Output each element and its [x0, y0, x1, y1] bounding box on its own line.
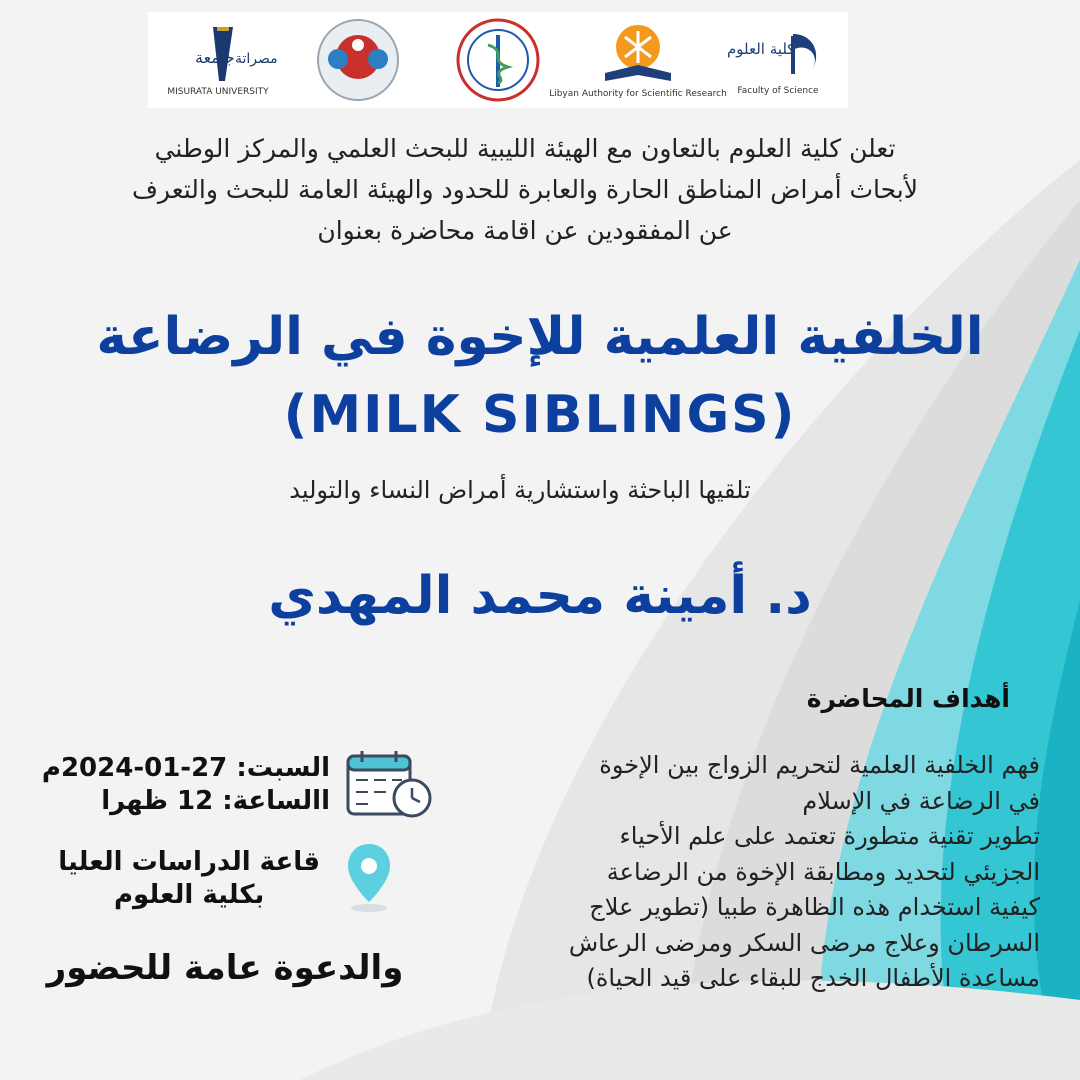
- goal-line: تطوير تقنية متطورة تعتمد على علم الأحياء: [619, 822, 1040, 850]
- goals-heading: أهداف المحاضرة: [806, 684, 1010, 713]
- location-pin-icon: [344, 840, 394, 916]
- logo-caption: Faculty of Science: [737, 86, 819, 96]
- misurata-university-logo: [163, 17, 278, 103]
- location-line: بكلية العلوم: [113, 880, 265, 910]
- event-location: [58, 846, 320, 912]
- tropical-diseases-center-logo: [443, 17, 553, 103]
- public-invitation: والدعوة عامة للحضور: [46, 948, 404, 988]
- intro-line: لأبحاث أمراض المناطق الحارة والعابرة للحدود والهيئة العامة للبحث والتعرف: [131, 175, 919, 204]
- goal-line: في الرضاعة في الإسلام: [802, 786, 1040, 815]
- lecture-title: [40, 298, 1040, 454]
- presenter-role: تلقيها الباحثة واستشارية أمراض النساء والتوليد: [289, 476, 751, 504]
- svg-text:كلية العلوم: كلية العلوم: [727, 40, 795, 58]
- intro-paragraph: [60, 128, 990, 251]
- logo-caption: Libyan Authority for Scientific Research: [549, 89, 727, 99]
- event-datetime: [42, 752, 330, 818]
- event-time: االساعة: 12 ظهرا: [101, 786, 330, 816]
- goal-line: الجزيئي لتحديد ومطابقة الإخوة من الرضاعة: [606, 857, 1040, 886]
- libyan-authority-logo: [549, 17, 727, 103]
- goal-line: السرطان وعلاج مرضى السكر ومرضى الرعاش: [568, 928, 1040, 957]
- event-date: السبت: 27-01-2024م: [41, 753, 330, 783]
- presenter-name: د. أمينة محمد المهدي: [268, 566, 812, 626]
- goal-line: كيفية استخدام هذه الظاهرة طبيا (تطوير علاج: [589, 893, 1040, 921]
- goals-list: [480, 748, 1040, 997]
- intro-line: تعلن كلية العلوم بالتعاون مع الهيئة الليبية للبحث العلمي والمركز الوطني: [154, 134, 896, 163]
- goal-line: مساعدة الأطفال الخدج للبقاء على قيد الحياة): [586, 964, 1040, 992]
- faculty-of-science-logo: [723, 17, 833, 103]
- lecture-title-english: (MILK SIBLINGS): [283, 385, 797, 445]
- logo-strip: [148, 12, 848, 108]
- intro-line: عن المفقودين عن اقامة محاضرة بعنوان: [317, 216, 733, 245]
- lecture-title-arabic: الخلفية العلمية للإخوة في الرضاعة: [96, 307, 984, 367]
- logo-caption: MISURATA UNIVERSITY: [167, 87, 269, 97]
- goal-line: فهم الخلفية العلمية لتحريم الزواج بين الإخوة: [599, 751, 1040, 779]
- svg-text:مصراتة: مصراتة: [235, 51, 278, 67]
- svg-text:جامعة: جامعة: [195, 48, 235, 67]
- association-logo: [303, 17, 413, 103]
- location-line: قاعة الدراسات العليا: [58, 847, 320, 877]
- calendar-clock-icon: [344, 748, 434, 822]
